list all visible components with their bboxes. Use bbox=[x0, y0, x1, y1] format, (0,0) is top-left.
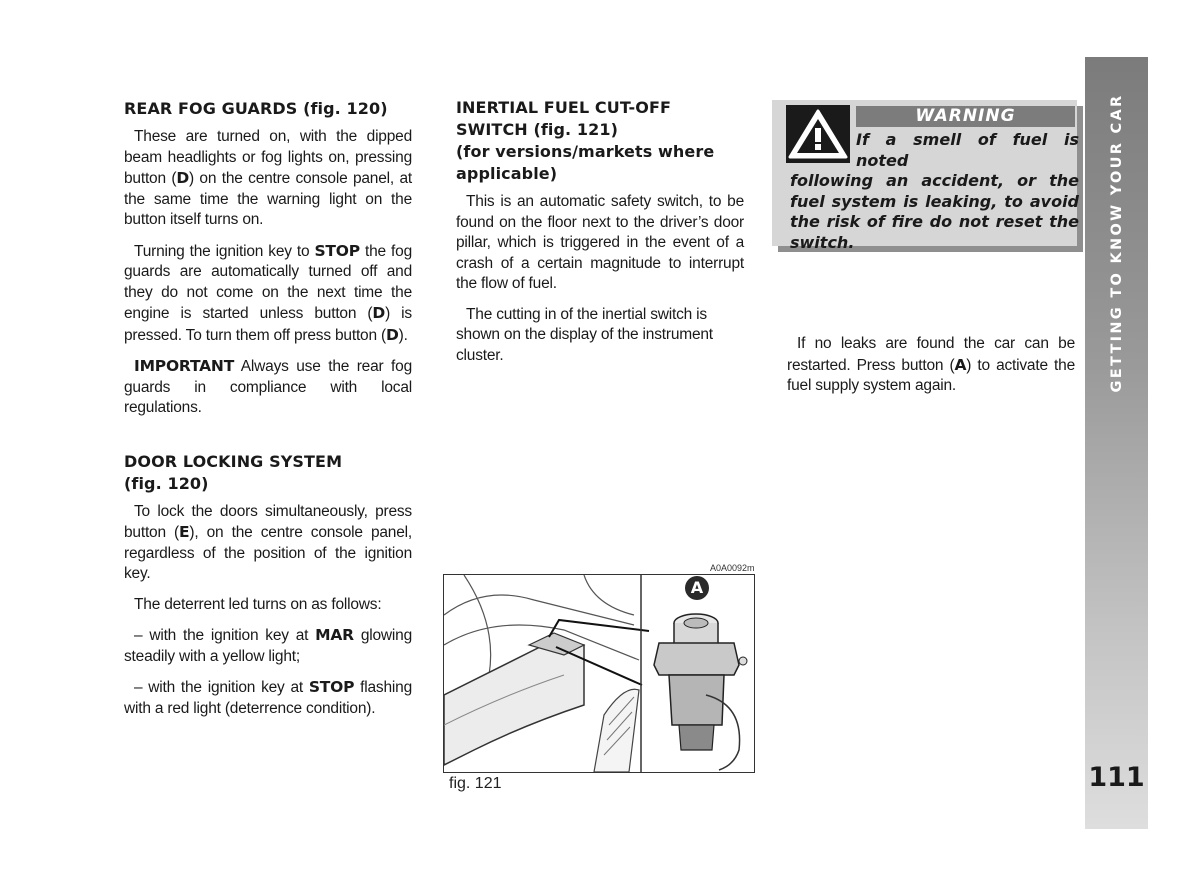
rear-fog-paragraph-1: These are turned on, with the dipped beam headlights or fog lights on, pressing button (D) on the centre console panel, at the same time the warning light on the button itself turns on. bbox=[124, 128, 412, 228]
door-lock-paragraph-1: To lock the doors simultaneously, press button (E), on the centre console panel, regardless of the position of the ignition key. bbox=[124, 502, 412, 582]
door-lock-heading: DOOR LOCKING SYSTEM bbox=[124, 451, 343, 471]
page-number: 111 bbox=[1088, 762, 1145, 793]
inertial-switch-illustration bbox=[444, 575, 754, 772]
callout-a-label: A bbox=[685, 576, 709, 600]
warning-text: If a smell of fuel is noted following an accident, or the fuel system is leaking, to avoid the risk of fire do not reset the switch. bbox=[790, 130, 1079, 252]
restart-paragraph: If no leaks are found the car can be restarted. Press button (A) to activate the fuel supply system again. bbox=[787, 335, 1075, 394]
door-lock-heading-fig: (fig. 120) bbox=[124, 473, 209, 493]
door-lock-paragraph-3: – with the ignition key at MAR glowing steadily with a yellow light; bbox=[124, 626, 412, 665]
figure-caption: fig. 121 bbox=[449, 775, 502, 792]
door-lock-paragraph-4: – with the ignition key at STOP flashing with a red light (deterrence condition). bbox=[124, 678, 412, 717]
inertial-heading-1: INERTIAL FUEL CUT-OFF bbox=[456, 98, 672, 117]
rear-fog-heading: REAR FOG GUARDS (fig. 120) bbox=[124, 99, 388, 118]
inertial-heading-3: (for versions/markets where applicable) bbox=[456, 142, 715, 183]
rear-fog-paragraph-2: Turning the ignition key to STOP the fog guards are automatically turned off and they do not come on the next time the engine is started unless button (D) is pressed. To turn them off press button (D). bbox=[124, 241, 412, 344]
right-column bbox=[787, 334, 1075, 407]
middle-column bbox=[456, 97, 744, 376]
chapter-title: GETTING TO KNOW YOUR CAR bbox=[1109, 93, 1125, 393]
rear-fog-important-note: IMPORTANT Always use the rear fog guards in compliance with local regulations. bbox=[124, 357, 412, 416]
inertial-paragraph-2: The cutting in of the inertial switch is shown on the display of the instrument cluster. bbox=[456, 305, 713, 364]
warning-title: WARNING bbox=[856, 106, 1075, 127]
figure-121 bbox=[443, 574, 755, 773]
door-lock-paragraph-2: The deterrent led turns on as follows: bbox=[134, 595, 382, 613]
left-column bbox=[124, 98, 412, 729]
warning-box bbox=[772, 100, 1079, 252]
inertial-heading-2: SWITCH (fig. 121) bbox=[456, 120, 619, 139]
figure-code: A0A0092m bbox=[710, 563, 755, 573]
inertial-paragraph-1: This is an automatic safety switch, to be found on the floor next to the driver’s door pillar, which is triggered in the event of a crash of a certain magnitude to interrupt the flow of fuel. bbox=[456, 193, 744, 292]
